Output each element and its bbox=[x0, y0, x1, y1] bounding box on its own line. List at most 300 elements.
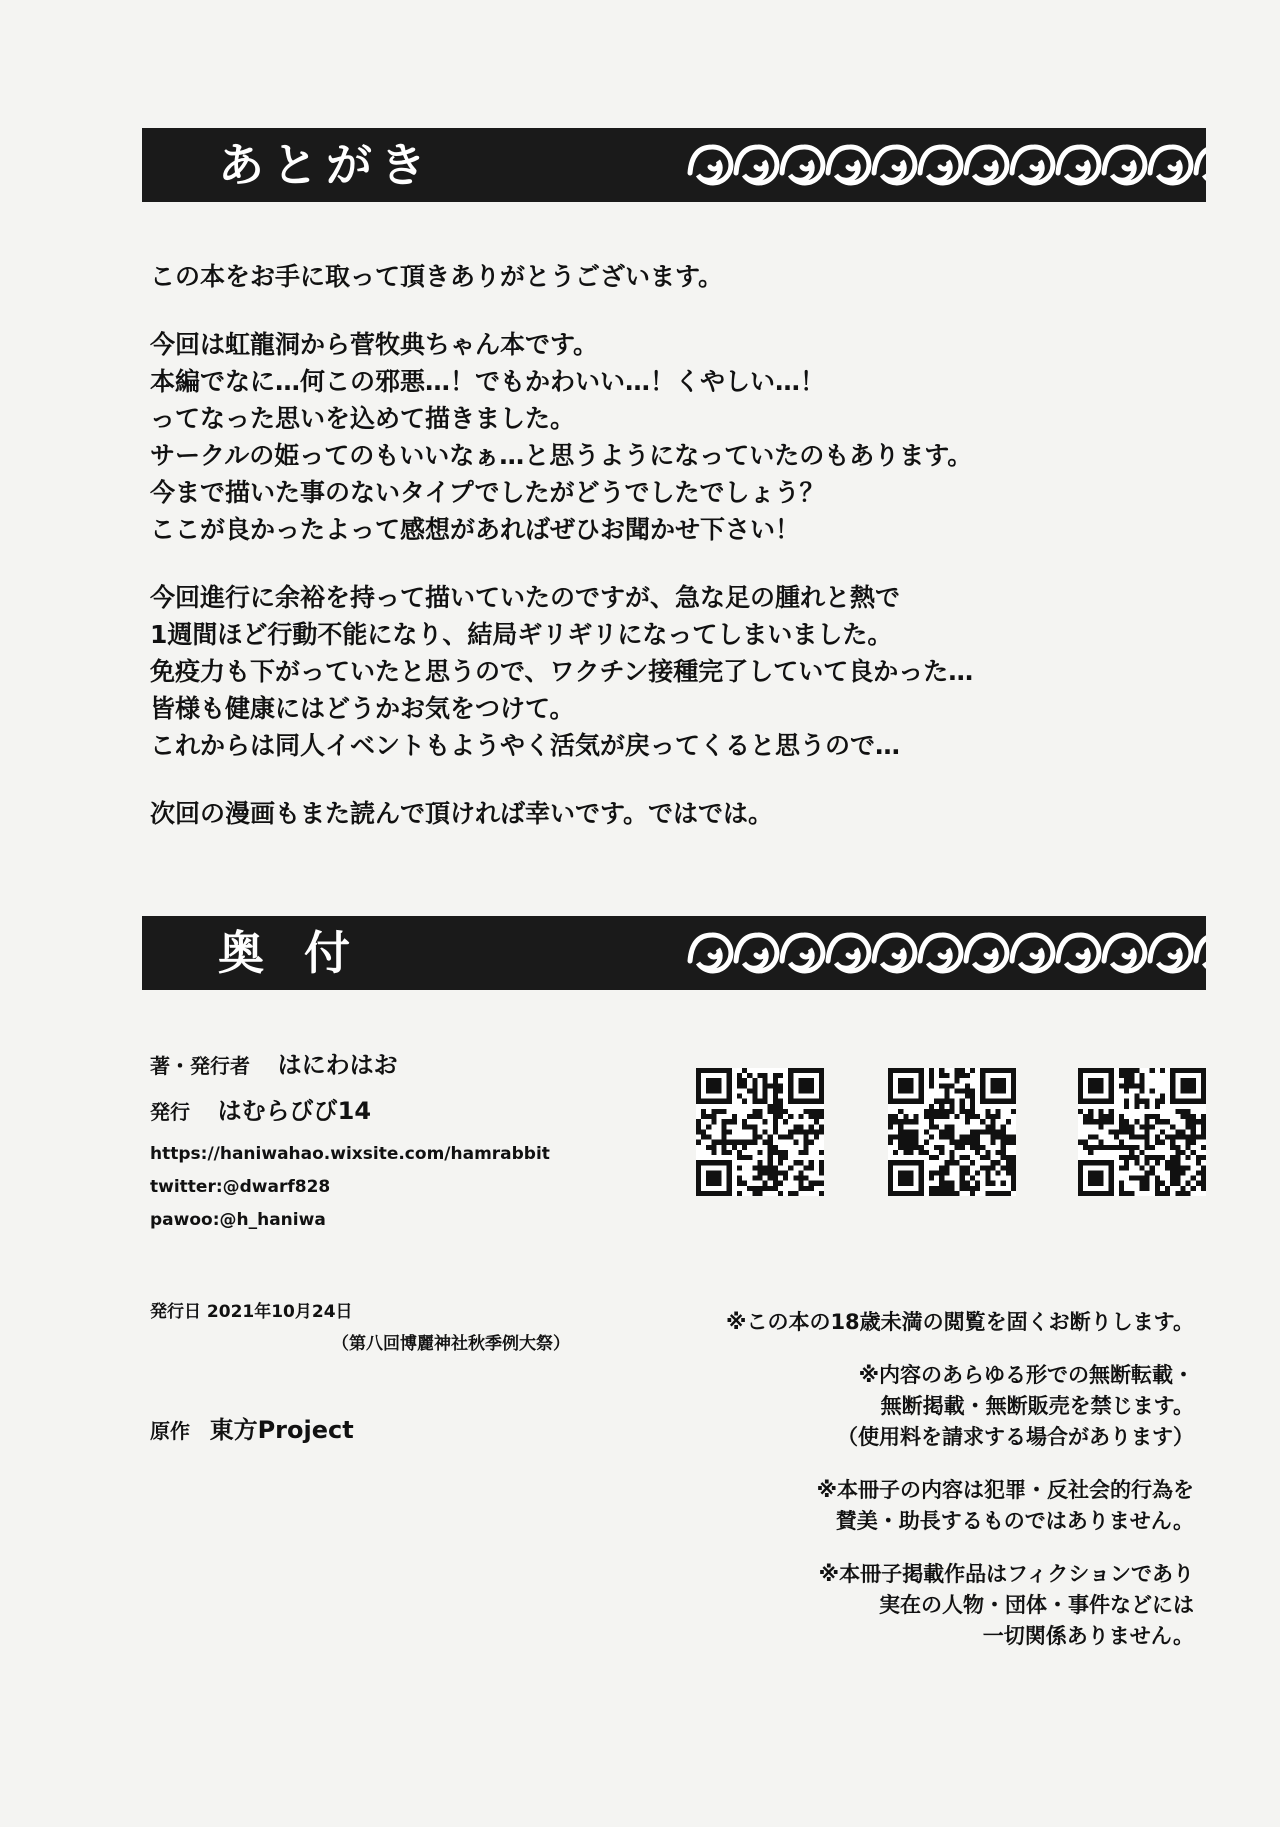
qr-module bbox=[934, 1109, 939, 1114]
qr-module bbox=[944, 1135, 949, 1140]
qr-module bbox=[1180, 1109, 1185, 1114]
qr-module bbox=[1114, 1129, 1119, 1134]
qr-module bbox=[970, 1104, 975, 1109]
qr-module bbox=[1109, 1145, 1114, 1150]
qr-module bbox=[970, 1145, 975, 1150]
qr-module bbox=[1175, 1150, 1180, 1155]
qr-module bbox=[809, 1109, 814, 1114]
qr-module bbox=[944, 1160, 949, 1165]
notice-line: ※内容のあらゆる形での無断転載・ bbox=[858, 1363, 1194, 1387]
qr-module bbox=[949, 1181, 954, 1186]
qr-module bbox=[970, 1068, 975, 1073]
pawoo-qr-icon[interactable] bbox=[1078, 1068, 1206, 1196]
qr-module bbox=[934, 1186, 939, 1191]
qr-module bbox=[898, 1078, 913, 1093]
qr-module bbox=[737, 1191, 742, 1196]
qr-module bbox=[783, 1119, 788, 1124]
spiral-mark bbox=[782, 147, 823, 183]
qr-module bbox=[752, 1083, 757, 1088]
qr-module bbox=[929, 1068, 934, 1073]
qr-module bbox=[1180, 1150, 1185, 1155]
qr-module bbox=[1124, 1104, 1129, 1109]
text-line: 今回は虹龍洞から菅牧典ちゃん本です。 bbox=[150, 330, 599, 359]
qr-module bbox=[893, 1135, 898, 1140]
qr-module bbox=[1088, 1170, 1103, 1185]
qr-module bbox=[1124, 1165, 1129, 1170]
qr-module bbox=[773, 1114, 778, 1119]
qr-module bbox=[944, 1114, 949, 1119]
qr-module bbox=[768, 1145, 773, 1150]
qr-module bbox=[814, 1109, 819, 1114]
qr-module bbox=[783, 1176, 788, 1181]
qr-module bbox=[949, 1155, 954, 1160]
qr-module bbox=[929, 1104, 934, 1109]
qr-module bbox=[752, 1140, 757, 1145]
qr-module bbox=[1139, 1099, 1144, 1104]
qr-module bbox=[1196, 1155, 1201, 1160]
qr-module bbox=[1001, 1191, 1006, 1196]
qr-module bbox=[1160, 1181, 1165, 1186]
qr-module bbox=[757, 1186, 762, 1191]
qr-module bbox=[1129, 1150, 1134, 1155]
qr-module bbox=[737, 1150, 742, 1155]
qr-module bbox=[965, 1135, 970, 1140]
qr-module bbox=[903, 1119, 908, 1124]
qr-module bbox=[804, 1165, 809, 1170]
qr-module bbox=[903, 1145, 908, 1150]
qr-module bbox=[1160, 1129, 1165, 1134]
colophon-info bbox=[150, 1048, 670, 1237]
spiral-mark bbox=[966, 147, 1007, 183]
publisher-label: 発行 bbox=[150, 1100, 190, 1124]
qr-module bbox=[934, 1191, 939, 1196]
qr-module bbox=[960, 1181, 965, 1186]
qr-module bbox=[939, 1099, 944, 1104]
qr-module bbox=[1098, 1109, 1103, 1114]
qr-module bbox=[965, 1109, 970, 1114]
qr-module bbox=[1134, 1099, 1139, 1104]
text-line: ここが良かったよって感想があればぜひお聞かせ下さい！ bbox=[150, 515, 801, 544]
qr-module bbox=[960, 1073, 965, 1078]
qr-module bbox=[1011, 1165, 1016, 1170]
wave-pattern-icon bbox=[686, 916, 1206, 990]
qr-module bbox=[773, 1104, 778, 1109]
qr-module bbox=[1129, 1129, 1134, 1134]
qr-module bbox=[914, 1140, 919, 1145]
qr-module bbox=[1129, 1083, 1134, 1088]
qr-module bbox=[944, 1191, 949, 1196]
qr-module bbox=[706, 1124, 711, 1129]
qr-module bbox=[898, 1170, 913, 1185]
qr-module bbox=[1201, 1170, 1206, 1175]
text-line: 本編でなに…何この邪悪…！でもかわいい…！くやしい…！ bbox=[150, 367, 826, 396]
qr-module bbox=[996, 1109, 1001, 1114]
qr-module bbox=[1011, 1109, 1016, 1114]
qr-module bbox=[919, 1145, 924, 1150]
qr-module bbox=[949, 1191, 954, 1196]
qr-module bbox=[819, 1165, 824, 1170]
qr-module bbox=[1170, 1170, 1175, 1175]
spiral-mark bbox=[828, 935, 869, 971]
qr-module bbox=[701, 1114, 706, 1119]
qr-module bbox=[914, 1129, 919, 1134]
qr-module bbox=[1119, 1073, 1124, 1078]
qr-module bbox=[1124, 1145, 1129, 1150]
qr-module bbox=[893, 1150, 898, 1155]
qr-module bbox=[934, 1099, 939, 1104]
qr-module bbox=[747, 1073, 752, 1078]
qr-module bbox=[939, 1165, 944, 1170]
qr-module bbox=[1170, 1165, 1175, 1170]
qr-module bbox=[722, 1145, 727, 1150]
qr-module bbox=[939, 1129, 944, 1134]
qr-module bbox=[773, 1094, 778, 1099]
qr-module bbox=[798, 1181, 803, 1186]
qr-module bbox=[757, 1160, 762, 1165]
qr-module bbox=[898, 1140, 903, 1145]
qr-module bbox=[1114, 1135, 1119, 1140]
qr-module bbox=[732, 1119, 737, 1124]
colophon-title: 奥付 bbox=[218, 926, 390, 980]
spiral-mark bbox=[782, 935, 823, 971]
qr-module bbox=[742, 1145, 747, 1150]
qr-module bbox=[752, 1099, 757, 1104]
qr-module bbox=[944, 1094, 949, 1099]
text-line: 次回の漫画もまた読んで頂ければ幸いです。ではでは。 bbox=[150, 799, 774, 828]
qr-module bbox=[742, 1078, 747, 1083]
qr-module bbox=[793, 1160, 798, 1165]
qr-module bbox=[1139, 1181, 1144, 1186]
qr-module bbox=[773, 1124, 778, 1129]
qr-module bbox=[773, 1181, 778, 1186]
text-line: 皆様も健康にはどうかお気をつけて。 bbox=[150, 694, 575, 723]
qr-module bbox=[1175, 1145, 1180, 1150]
qr-module bbox=[985, 1170, 990, 1175]
qr-module bbox=[1145, 1160, 1150, 1165]
qr-module bbox=[955, 1078, 960, 1083]
qr-module bbox=[1191, 1129, 1196, 1134]
qr-module bbox=[722, 1109, 727, 1114]
qr-module bbox=[1201, 1119, 1206, 1124]
qr-module bbox=[970, 1135, 975, 1140]
qr-module bbox=[1129, 1145, 1134, 1150]
qr-module bbox=[898, 1129, 903, 1134]
qr-module bbox=[1124, 1078, 1129, 1083]
qr-module bbox=[975, 1181, 980, 1186]
qr-module bbox=[1191, 1114, 1196, 1119]
qr-module bbox=[960, 1099, 965, 1104]
qr-module bbox=[965, 1181, 970, 1186]
qr-module bbox=[773, 1150, 778, 1155]
qr-module bbox=[949, 1140, 954, 1145]
qr-module bbox=[1170, 1145, 1175, 1150]
qr-module bbox=[1170, 1124, 1175, 1129]
qr-module bbox=[914, 1145, 919, 1150]
qr-module bbox=[1139, 1124, 1144, 1129]
qr-module bbox=[949, 1124, 954, 1129]
qr-module bbox=[757, 1150, 762, 1155]
qr-module bbox=[1139, 1073, 1144, 1078]
qr-module bbox=[1104, 1114, 1109, 1119]
qr-module bbox=[996, 1135, 1001, 1140]
qr-module bbox=[949, 1099, 954, 1104]
qr-module bbox=[960, 1165, 965, 1170]
website-qr-icon[interactable] bbox=[696, 1068, 824, 1196]
qr-module bbox=[990, 1191, 995, 1196]
qr-module bbox=[763, 1170, 768, 1175]
spiral-mark bbox=[966, 935, 1007, 971]
qr-module bbox=[768, 1109, 773, 1114]
qr-module bbox=[757, 1114, 762, 1119]
notice-line: ※本冊子掲載作品はフィクションであり bbox=[818, 1562, 1194, 1586]
qr-module bbox=[980, 1155, 985, 1160]
qr-module bbox=[949, 1109, 954, 1114]
spiral-mark bbox=[736, 147, 777, 183]
qr-module bbox=[960, 1068, 965, 1073]
qr-module bbox=[1006, 1160, 1011, 1165]
qr-module bbox=[1083, 1145, 1088, 1150]
qr-module bbox=[1134, 1068, 1139, 1073]
qr-module bbox=[768, 1186, 773, 1191]
qr-module bbox=[783, 1170, 788, 1175]
notice-line: 無断掲載・無断販売を禁じます。 bbox=[880, 1394, 1194, 1418]
qr-module bbox=[778, 1160, 783, 1165]
qr-module bbox=[990, 1181, 995, 1186]
text-line: ってなった思いを込めて描きました。 bbox=[150, 404, 576, 433]
qr-module bbox=[727, 1140, 732, 1145]
qr-module bbox=[908, 1140, 913, 1145]
qr-module bbox=[696, 1119, 701, 1124]
qr-module bbox=[768, 1155, 773, 1160]
qr-module bbox=[970, 1099, 975, 1104]
paragraph bbox=[150, 258, 1160, 295]
qr-module bbox=[965, 1083, 970, 1088]
qr-module bbox=[778, 1150, 783, 1155]
qr-module bbox=[996, 1150, 1001, 1155]
qr-module bbox=[944, 1099, 949, 1104]
qr-module bbox=[788, 1135, 793, 1140]
qr-module bbox=[980, 1145, 985, 1150]
qr-module bbox=[752, 1078, 757, 1083]
qr-module bbox=[1170, 1181, 1175, 1186]
qr-module bbox=[939, 1145, 944, 1150]
qr-module bbox=[1191, 1135, 1196, 1140]
spiral-mark bbox=[1104, 935, 1145, 971]
qr-module bbox=[1160, 1155, 1165, 1160]
qr-module bbox=[888, 1124, 893, 1129]
qr-module bbox=[1191, 1186, 1196, 1191]
twitter-link[interactable]: twitter:@dwarf828 bbox=[150, 1177, 331, 1197]
qr-module bbox=[1150, 1114, 1155, 1119]
qr-module bbox=[773, 1073, 778, 1078]
qr-module bbox=[944, 1129, 949, 1134]
qr-module bbox=[924, 1129, 929, 1134]
qr-module bbox=[752, 1109, 757, 1114]
qr-module bbox=[742, 1140, 747, 1145]
qr-module bbox=[939, 1135, 944, 1140]
qr-module bbox=[1145, 1135, 1150, 1140]
qr-module bbox=[773, 1078, 778, 1083]
twitter-qr-icon[interactable] bbox=[888, 1068, 1016, 1196]
qr-module bbox=[701, 1129, 706, 1134]
qr-module bbox=[1175, 1155, 1180, 1160]
qr-module bbox=[1196, 1160, 1201, 1165]
qr-module bbox=[1088, 1109, 1093, 1114]
qr-module bbox=[1129, 1191, 1134, 1196]
qr-module bbox=[985, 1181, 990, 1186]
qr-module bbox=[696, 1124, 701, 1129]
qr-module bbox=[1119, 1114, 1124, 1119]
qr-module bbox=[996, 1114, 1001, 1119]
notice-line: 一切関係ありません。 bbox=[982, 1624, 1194, 1648]
qr-module bbox=[908, 1119, 913, 1124]
publisher-row bbox=[150, 1094, 670, 1130]
qr-module bbox=[773, 1165, 778, 1170]
qr-module bbox=[1129, 1155, 1134, 1160]
qr-module bbox=[1129, 1176, 1134, 1181]
qr-module bbox=[1155, 1191, 1160, 1196]
qr-module bbox=[1119, 1155, 1124, 1160]
qr-module bbox=[1186, 1191, 1191, 1196]
qr-module bbox=[788, 1165, 793, 1170]
qr-module bbox=[1175, 1176, 1180, 1181]
pawoo-link[interactable]: pawoo:@h_haniwa bbox=[150, 1210, 326, 1230]
qr-module bbox=[1145, 1104, 1150, 1109]
qr-module bbox=[929, 1109, 934, 1114]
qr-module bbox=[763, 1094, 768, 1099]
qr-module bbox=[706, 1078, 721, 1093]
qr-module bbox=[711, 1109, 716, 1114]
qr-module bbox=[752, 1094, 757, 1099]
qr-module bbox=[1186, 1140, 1191, 1145]
qr-module bbox=[1155, 1160, 1160, 1165]
qr-module bbox=[985, 1165, 990, 1170]
qr-module bbox=[944, 1181, 949, 1186]
qr-module bbox=[949, 1186, 954, 1191]
qr-module bbox=[949, 1150, 954, 1155]
qr-module bbox=[1124, 1191, 1129, 1196]
qr-module bbox=[1175, 1165, 1180, 1170]
qr-module bbox=[944, 1109, 949, 1114]
qr-module bbox=[939, 1068, 944, 1073]
spiral-mark bbox=[874, 935, 915, 971]
qr-module bbox=[965, 1088, 970, 1093]
qr-module bbox=[1191, 1119, 1196, 1124]
qr-module bbox=[737, 1181, 742, 1186]
qr-module bbox=[990, 1129, 995, 1134]
qr-module bbox=[1006, 1191, 1011, 1196]
spiral-mark bbox=[1196, 147, 1206, 183]
qr-module bbox=[1088, 1145, 1093, 1150]
qr-module bbox=[1093, 1135, 1098, 1140]
qr-module bbox=[1124, 1124, 1129, 1129]
qr-module bbox=[929, 1114, 934, 1119]
qr-module bbox=[809, 1181, 814, 1186]
publisher-name: はむらびび14 bbox=[217, 1097, 372, 1125]
qr-module bbox=[778, 1155, 783, 1160]
qr-module bbox=[1170, 1176, 1175, 1181]
qr-module bbox=[783, 1150, 788, 1155]
qr-module bbox=[1155, 1186, 1160, 1191]
qr-module bbox=[798, 1150, 803, 1155]
qr-module bbox=[990, 1160, 995, 1165]
qr-module bbox=[778, 1088, 783, 1093]
qr-module bbox=[763, 1119, 768, 1124]
qr-module bbox=[1134, 1104, 1139, 1109]
text-line: 今まで描いた事のないタイプでしたがどうでしたでしょう？ bbox=[150, 478, 825, 507]
qr-module bbox=[980, 1119, 985, 1124]
qr-module bbox=[1006, 1165, 1011, 1170]
qr-module bbox=[970, 1140, 975, 1145]
qr-module bbox=[809, 1160, 814, 1165]
website-link[interactable]: https://haniwahao.wixsite.com/hamrabbit bbox=[150, 1144, 550, 1164]
qr-module bbox=[768, 1165, 773, 1170]
qr-module bbox=[701, 1109, 706, 1114]
spiral-mark bbox=[1012, 935, 1053, 971]
qr-module bbox=[727, 1150, 732, 1155]
qr-module bbox=[773, 1129, 778, 1134]
qr-module bbox=[752, 1129, 757, 1134]
qr-module bbox=[996, 1160, 1001, 1165]
qr-module bbox=[768, 1104, 773, 1109]
qr-module bbox=[1165, 1191, 1170, 1196]
qr-module bbox=[716, 1140, 721, 1145]
qr-module bbox=[1191, 1150, 1196, 1155]
qr-module bbox=[722, 1135, 727, 1140]
qr-module bbox=[706, 1145, 711, 1150]
qr-module bbox=[888, 1135, 893, 1140]
qr-module bbox=[955, 1191, 960, 1196]
qr-module bbox=[1098, 1119, 1103, 1124]
qr-module bbox=[1180, 1078, 1195, 1093]
qr-module bbox=[706, 1135, 711, 1140]
qr-module bbox=[804, 1140, 809, 1145]
text-line: 今回進行に余裕を持って描いていたのですが、急な足の腫れと熱で bbox=[150, 583, 901, 612]
qr-module bbox=[1201, 1114, 1206, 1119]
qr-module bbox=[696, 1140, 701, 1145]
qr-module bbox=[1201, 1186, 1206, 1191]
qr-module bbox=[1139, 1165, 1144, 1170]
qr-module bbox=[773, 1119, 778, 1124]
qr-module bbox=[949, 1160, 954, 1165]
qr-module bbox=[934, 1145, 939, 1150]
qr-module bbox=[1145, 1119, 1150, 1124]
qr-module bbox=[1088, 1135, 1093, 1140]
qr-module bbox=[1134, 1135, 1139, 1140]
qr-module bbox=[1201, 1165, 1206, 1170]
qr-module bbox=[768, 1150, 773, 1155]
qr-module bbox=[1155, 1135, 1160, 1140]
qr-module bbox=[1155, 1099, 1160, 1104]
qr-module bbox=[1150, 1165, 1155, 1170]
qr-module bbox=[929, 1083, 934, 1088]
event-name: （第八回博麗神社秋季例大祭） bbox=[332, 1334, 570, 1354]
qr-module bbox=[1186, 1181, 1191, 1186]
qr-module bbox=[975, 1186, 980, 1191]
qr-module bbox=[804, 1109, 809, 1114]
qr-module bbox=[1150, 1124, 1155, 1129]
qr-module bbox=[773, 1145, 778, 1150]
qr-module bbox=[1155, 1176, 1160, 1181]
qr-module bbox=[798, 1129, 803, 1134]
author-label: 著・発行者 bbox=[150, 1054, 250, 1078]
qr-module bbox=[955, 1145, 960, 1150]
qr-module bbox=[1170, 1140, 1175, 1145]
qr-module bbox=[819, 1160, 824, 1165]
qr-module bbox=[752, 1186, 757, 1191]
wave-pattern-icon bbox=[686, 128, 1206, 202]
qr-module bbox=[722, 1119, 727, 1124]
